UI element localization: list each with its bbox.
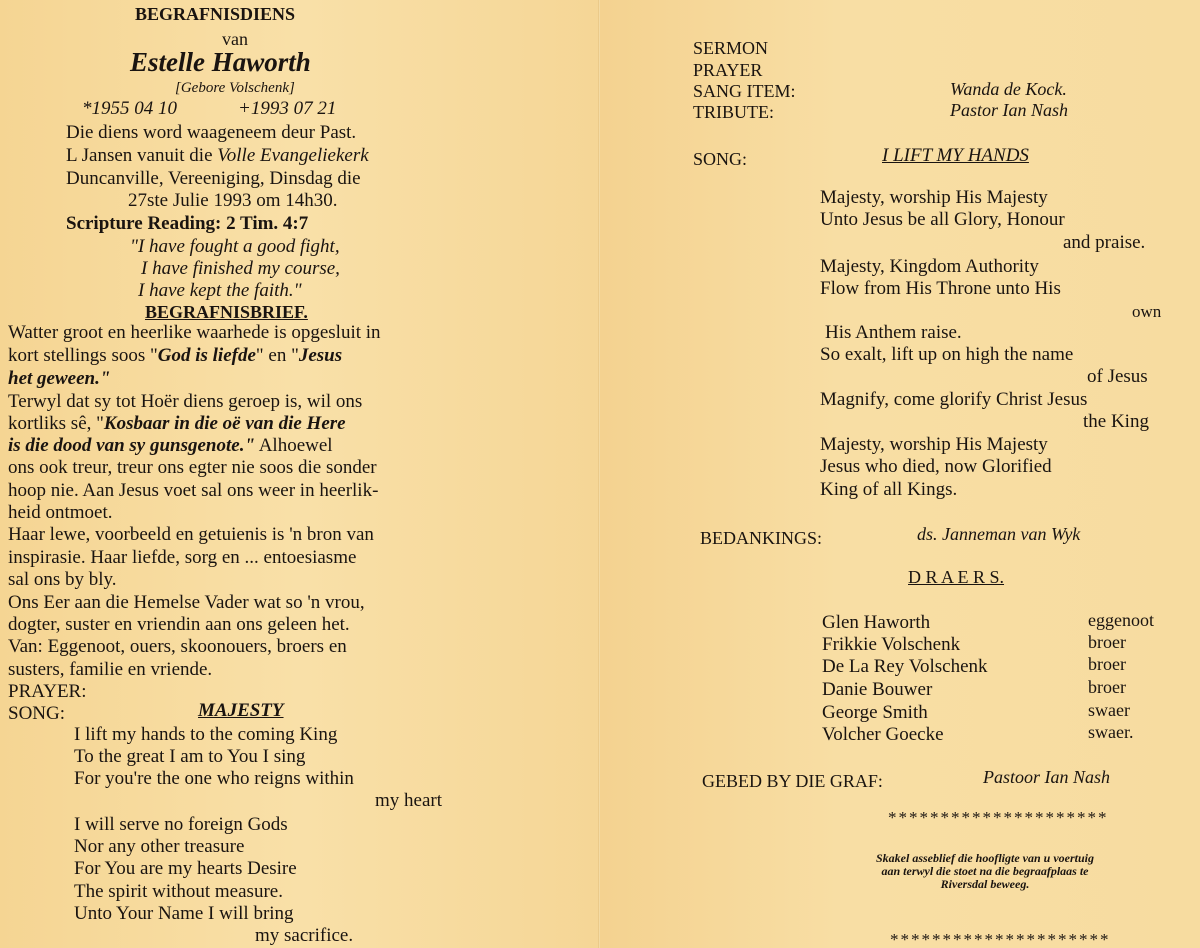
grave-label: GEBED BY DIE GRAF: — [702, 771, 883, 791]
service-line-2: L Jansen vanuit die Volle Evangeliekerk — [66, 145, 369, 166]
song-line: Flow from His Throne unto His — [820, 278, 1061, 299]
scripture-quote-3: I have kept the faith." — [138, 280, 302, 301]
song-line: His Anthem raise. — [825, 322, 962, 343]
scripture-quote-1: "I have fought a good fight, — [130, 236, 340, 257]
song-line: the King — [1083, 411, 1149, 432]
song-line: To the great I am to You I sing — [74, 746, 306, 767]
letter-line: is die dood van sy gunsgenote." Alhoewel — [8, 435, 333, 456]
program-label: PRAYER — [693, 60, 763, 80]
program-value: Pastor Ian Nash — [950, 100, 1069, 120]
death-date: +1993 07 21 — [238, 98, 337, 119]
song-line: I lift my hands to the coming King — [74, 724, 338, 745]
song-line: King of all Kings. — [820, 479, 958, 500]
service-line-4: 27ste Julie 1993 om 14h30. — [128, 190, 338, 211]
church-name: Volle Evangeliekerk — [217, 145, 369, 166]
song-label: SONG: — [693, 149, 748, 169]
scripture-ref: 2 Tim. 4:7 — [226, 213, 309, 234]
letter-line: Haar lewe, voorbeeld en getuienis is 'n bron van — [8, 524, 374, 545]
separator-stars: ********************* — [888, 808, 1109, 827]
scripture-line — [66, 213, 308, 235]
bearer-name: Frikkie Volschenk — [822, 634, 961, 655]
song-line: my sacrifice. — [255, 925, 354, 946]
bearer-relation: swaer. — [1088, 722, 1134, 742]
letter-line: kort stellings soos "God is liefde" en "Jesus — [8, 345, 343, 366]
song-line: my heart — [375, 790, 443, 811]
bearer-relation: swaer — [1088, 700, 1130, 720]
letter-line: sal ons by bly. — [8, 569, 117, 590]
service-line-3: Duncanville, Vereeniging, Dinsdag die — [66, 168, 361, 189]
program-label: SANG ITEM: — [693, 81, 796, 101]
service-line-1: Die diens word waageneem deur Past. — [66, 122, 357, 143]
letter-line: het geween." — [8, 368, 111, 389]
scripture-quote-2: I have finished my course, — [141, 258, 340, 279]
program-label: SERMON — [693, 38, 769, 58]
bearer-name: De La Rey Volschenk — [822, 656, 988, 677]
song-label: SONG: — [8, 703, 66, 724]
letter-line: heid ontmoet. — [8, 502, 113, 523]
grave-value: Pastoor Ian Nash — [983, 767, 1111, 787]
song-line: Majesty, Kingdom Authority — [820, 256, 1039, 277]
letter-line: Van: Eggenoot, ouers, skoonouers, broers en — [8, 636, 347, 657]
bearer-relation: broer — [1088, 654, 1126, 674]
song-line: Unto Your Name I will bring — [74, 903, 294, 924]
bearer-relation: broer — [1088, 677, 1126, 697]
song-line: of Jesus — [1087, 366, 1148, 387]
bearer-name: George Smith — [822, 702, 928, 723]
song-line: Majesty, worship His Majesty — [820, 187, 1048, 208]
bearer-relation: broer — [1088, 632, 1126, 652]
letter-line: inspirasie. Haar liefde, sorg en ... entoesiasme — [8, 547, 357, 568]
song-title: I LIFT MY HANDS — [882, 145, 1029, 166]
prayer-label: PRAYER: — [8, 681, 87, 702]
song-line: For you're the one who reigns within — [74, 768, 354, 789]
song-line: So exalt, lift up on high the name — [820, 344, 1074, 365]
song-title: MAJESTY — [198, 700, 284, 721]
song-line: own — [1132, 302, 1162, 321]
thanks-label: BEDANKINGS: — [700, 528, 823, 548]
separator-stars-bottom: ********************* — [890, 930, 1111, 948]
song-line: Magnify, come glorify Christ Jesus — [820, 389, 1088, 410]
scripture-label: Scripture Reading: — [66, 213, 222, 234]
song-line: Majesty, worship His Majesty — [820, 434, 1048, 455]
letter-line: Terwyl dat sy tot Hoër diens geroep is, wil ons — [8, 391, 363, 412]
right-page — [600, 0, 1200, 948]
song-line: Unto Jesus be all Glory, Honour — [820, 209, 1065, 230]
letter-line: susters, familie en vriende. — [8, 659, 213, 680]
song-line: I will serve no foreign Gods — [74, 814, 288, 835]
song-line: Nor any other treasure — [74, 836, 245, 857]
headlights-note: Skakel asseblief die hoofligte van u voertuig aan terwyl die stoet na die begraafplaas te Riversdal beweeg. — [876, 851, 1094, 891]
letter-line: ons ook treur, treur ons egter nie soos die sonder — [8, 457, 377, 478]
program-label: TRIBUTE: — [693, 102, 774, 122]
van-label: van — [222, 29, 248, 49]
deceased-name: Estelle Haworth — [130, 47, 311, 77]
letter-line: dogter, suster en vriendin aan ons geleen het. — [8, 614, 350, 635]
bearer-name: Glen Haworth — [822, 612, 931, 633]
song-line: and praise. — [1063, 232, 1146, 253]
song-line: For You are my hearts Desire — [74, 858, 297, 879]
song-line: The spirit without measure. — [74, 881, 283, 902]
letter-line: Watter groot en heerlike waarhede is opgesluit in — [8, 322, 381, 343]
bearer-relation: eggenoot — [1088, 610, 1154, 630]
bearer-name: Danie Bouwer — [822, 679, 933, 700]
service-heading: BEGRAFNISDIENS — [135, 4, 296, 24]
letter-line: Ons Eer aan die Hemelse Vader wat so 'n vrou, — [8, 592, 365, 613]
letter-line: hoop nie. Aan Jesus voet sal ons weer in heerlik- — [8, 480, 379, 501]
thanks-value: ds. Janneman van Wyk — [917, 524, 1081, 544]
maiden-name: [Gebore Volschenk] — [175, 80, 295, 96]
program-value: Wanda de Kock. — [950, 79, 1067, 99]
bearer-name: Volcher Goecke — [822, 724, 944, 745]
letter-line: kortliks sê, "Kosbaar in die oë van die Here — [8, 413, 346, 434]
song-line: Jesus who died, now Glorified — [820, 456, 1052, 477]
birth-date: *1955 04 10 — [82, 98, 177, 119]
bearers-title: D R A E R S. — [908, 567, 1005, 587]
letter-title: BEGRAFNISBRIEF. — [145, 302, 308, 322]
